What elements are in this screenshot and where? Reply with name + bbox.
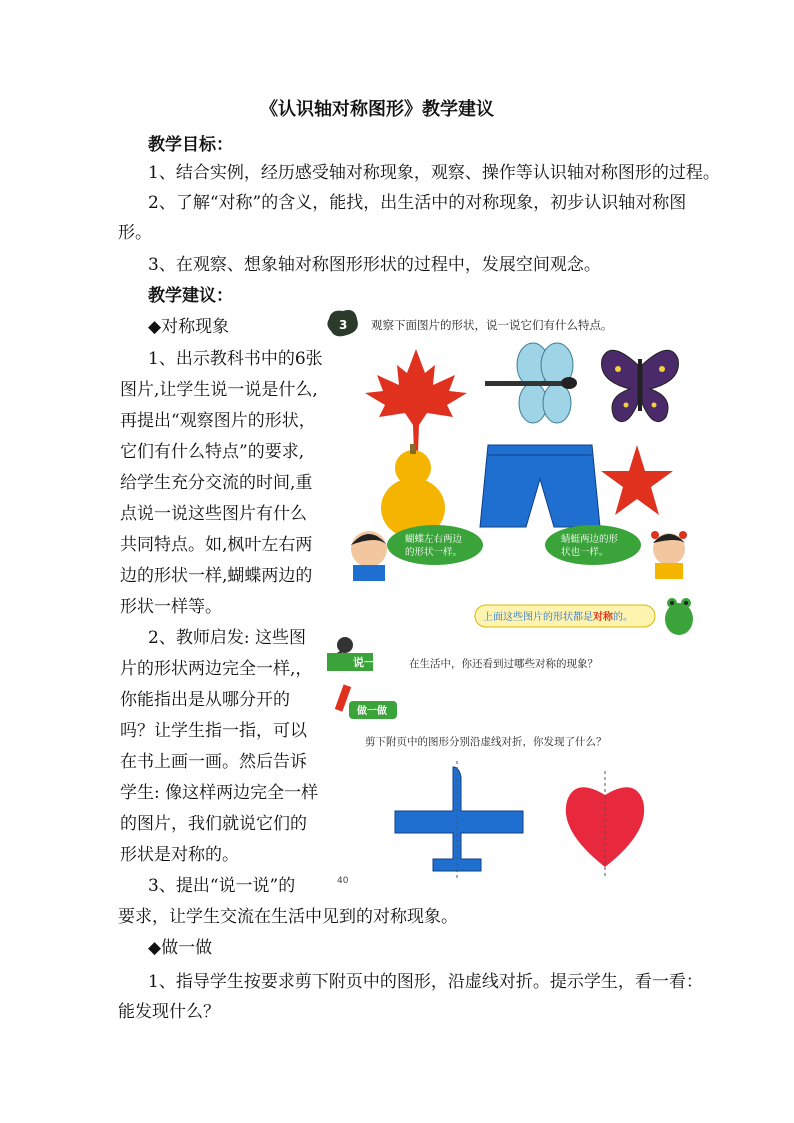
page-title: 《认识轴对称图形》教学建议: [260, 99, 494, 120]
body-line: 的图片，我们就说它们的: [120, 814, 307, 834]
body-line: 3、提出“说一说”的: [148, 876, 296, 896]
body-line: 边的形状一样,蝴蝶两边的: [120, 566, 313, 586]
dragonfly-icon: [485, 343, 577, 423]
goal-line: 形。: [118, 223, 152, 243]
body-line: 2、教师启发: 这些图: [148, 628, 306, 648]
speech-bubble-boy: [387, 525, 483, 565]
body-line: 你能指出是从哪分开的: [120, 690, 290, 710]
star-icon: [601, 445, 673, 515]
section-heading-do: ◆做一做: [148, 938, 213, 958]
shorts-icon: [480, 445, 600, 527]
body-line: 片的形状两边完全一样,，: [120, 659, 313, 679]
section-heading-symmetry: ◆对称现象: [148, 317, 230, 337]
svg-text:蝴蝶左右两边: 蝴蝶左右两边: [405, 534, 463, 545]
body-line: 给学生充分交流的时间,重: [120, 473, 313, 493]
pencil-icon: [335, 684, 351, 711]
gourd-icon: [381, 444, 445, 538]
body-line: 再提出“观察图片的形状，: [120, 411, 316, 431]
goals-heading: 教学目标：: [148, 135, 233, 155]
body-line: 吗？让学生指一指，可以: [120, 721, 307, 741]
body-line: 形状一样等。: [120, 597, 222, 617]
badge-number: 3: [339, 318, 348, 332]
body-line: 图片,让学生说一说是什么,: [120, 380, 318, 400]
speak-text: 在生活中，你还看到过哪些对称的现象？: [409, 658, 598, 670]
body-line: 1、出示教科书中的6张: [148, 349, 323, 369]
girl-avatar: [651, 531, 687, 579]
body-line: 共同特点。如,枫叶左右两: [120, 535, 313, 555]
page-number: 40: [337, 876, 349, 885]
boy-avatar: [351, 531, 387, 581]
body-line: 点说一说这些图片有什么: [120, 504, 307, 524]
body-line: 要求，让学生交流在生活中见到的对称现象。: [118, 907, 458, 927]
do-text: 剪下附页中的图形分别沿虚线对折，你发现了什么？: [365, 736, 607, 748]
goal-line: 2、了解“对称”的含义，能找，出生活中的对称现象，初步认识轴对称图: [148, 193, 687, 213]
body-line: 1、指导学生按要求剪下附页中的图形，沿虚线对折。提示学生，看一看：: [148, 972, 703, 992]
butterfly-icon: [602, 350, 679, 421]
heart-shape: [566, 771, 644, 877]
body-line: 形状是对称的。: [120, 845, 239, 865]
speak-label: [327, 653, 386, 671]
maple-leaf-icon: [365, 349, 467, 453]
svg-text:做一做: 做一做: [357, 706, 387, 717]
do-label: [349, 701, 397, 719]
goal-line: 1、结合实例，经历感受轴对称现象，观察、操作等认识轴对称图形的过程。: [148, 163, 720, 183]
svg-text:的形状一样。: 的形状一样。: [405, 547, 463, 558]
body-line: 能发现什么？: [118, 1002, 220, 1022]
body-line: 学生: 像这样两边完全一样: [120, 783, 319, 803]
frog-note: [475, 605, 655, 627]
airplane-shape: [395, 761, 523, 879]
svg-text:上面这些图片的形状都是对称的。: 上面这些图片的形状都是对称的。: [483, 612, 633, 623]
svg-text:蜻蜓两边的形: 蜻蜓两边的形: [561, 534, 619, 545]
suggest-heading: 教学建议：: [148, 286, 233, 306]
goal-line: 3、在观察、想象轴对称图形形状的过程中，发展空间观念。: [148, 255, 601, 275]
observe-prompt: 观察下面图片的形状，说一说它们有什么特点。: [371, 318, 613, 332]
textbook-figure: [325, 305, 705, 885]
exercise-badge: [327, 310, 357, 336]
speech-bubble-girl: [545, 525, 641, 565]
svg-text:说一说: 说一说: [353, 656, 386, 669]
body-line: 它们有什么特点”的要求,: [120, 442, 305, 462]
svg-text:状也一样。: 状也一样。: [561, 547, 609, 558]
frog-icon: [665, 598, 693, 635]
body-line: 在书上画一画。然后告诉: [120, 752, 307, 772]
